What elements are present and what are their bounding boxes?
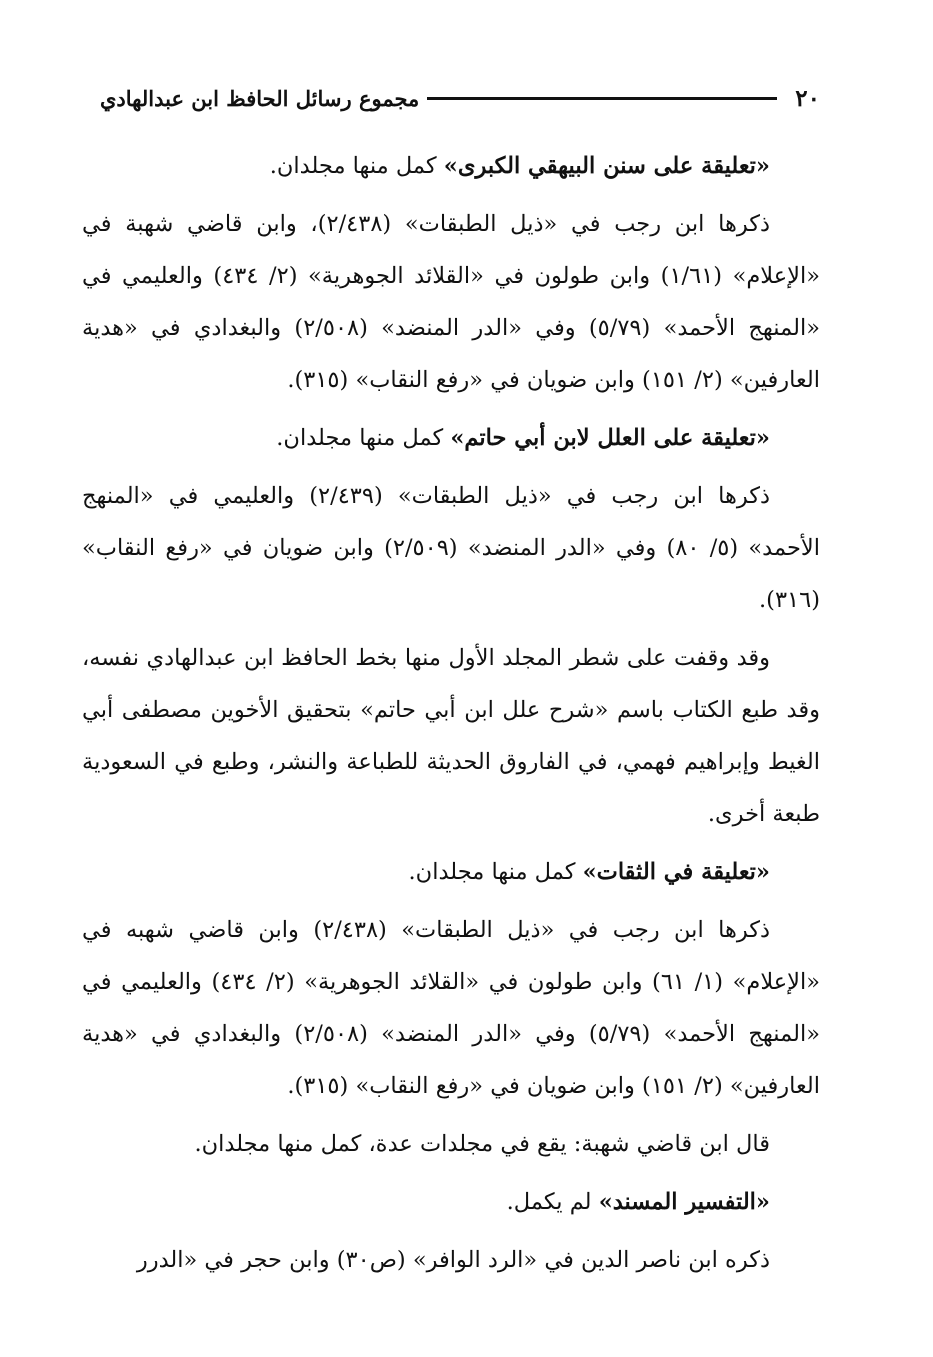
- running-title: مجموع رسائل الحافظ ابن عبدالهادي: [100, 85, 420, 111]
- entry-paragraph: ذكرها ابن رجب في «ذيل الطبقات» (٢/٤٣٨) وابن قاضي شهبه في «الإعلام» (١/ ٦١) وابن طولون في «القلائد الجوهرية» (٢/ ٤٣٤) والعليمي في «المنهج الأحمد» (٥/٧٩) وفي «الدر المنضد» (٢/٥٠٨) والبغدادي في «هدية العارفين» (٢/ ١٥١) وابن ضويان في «رفع النقاب» (٣١٥).: [82, 917, 821, 1099]
- entry-heading: [82, 1176, 820, 1228]
- entry-status: كمل منها مجلدان.: [276, 425, 451, 451]
- entry-paragraph: ذكره ابن ناصر الدين في «الرد الوافر» (ص٣٠) وابن حجر في «الدرر: [136, 1247, 770, 1273]
- body-text: [82, 140, 820, 1292]
- entry-status: كمل منها مجلدان.: [269, 153, 444, 179]
- header-rule: [427, 97, 777, 100]
- entry-paragraph: قال ابن قاضي شهبة: يقع في مجلدات عدة، كمل منها مجلدان.: [194, 1131, 770, 1157]
- entry-heading: [82, 846, 820, 898]
- entry-title: «تعليقة على سنن البيهقي الكبرى»: [443, 153, 770, 179]
- entry-title: «تعليقة في الثقات»: [582, 859, 770, 885]
- page-number: ٢٠: [795, 84, 820, 112]
- entry-heading: [82, 412, 820, 464]
- entry-paragraph: ذكرها ابن رجب في «ذيل الطبقات» (٢/٤٣٨)، وابن قاضي شهبة في «الإعلام» (١/٦١) وابن طولون في «القلائد الجوهرية» (٢/ ٤٣٤) والعليمي في «المنهج الأحمد» (٥/٧٩) وفي «الدر المنضد» (٢/٥٠٨) والبغدادي في «هدية العارفين» (٢/ ١٥١) وابن ضويان في «رفع النقاب» (٣١٥).: [82, 211, 820, 393]
- entry-heading: [82, 140, 820, 192]
- page-header: [100, 80, 820, 116]
- entry-status: كمل منها مجلدان.: [408, 859, 583, 885]
- entry-status: لم يكمل.: [506, 1189, 599, 1215]
- entry-paragraph: وقد وقفت على شطر المجلد الأول منها بخط الحافظ ابن عبدالهادي نفسه، وقد طبع الكتاب باسم «شرح علل ابن أبي حاتم» بتحقيق الأخوين مصطفى أبي الغيط وإبراهيم فهمي، في الفاروق الحديثة للطباعة والنشر، وطبع في السعودية طبعة أخرى.: [82, 645, 820, 827]
- entry-title: «تعليقة على العلل لابن أبي حاتم»: [450, 425, 770, 451]
- entry-title: «التفسير المسند»: [598, 1189, 770, 1215]
- entry-paragraph: ذكرها ابن رجب في «ذيل الطبقات» (٢/٤٣٩) والعليمي في «المنهج الأحمد» (٥/ ٨٠) وفي «الدر المنضد» (٢/٥٠٩) وابن ضويان في «رفع النقاب» (٣١٦).: [82, 483, 820, 613]
